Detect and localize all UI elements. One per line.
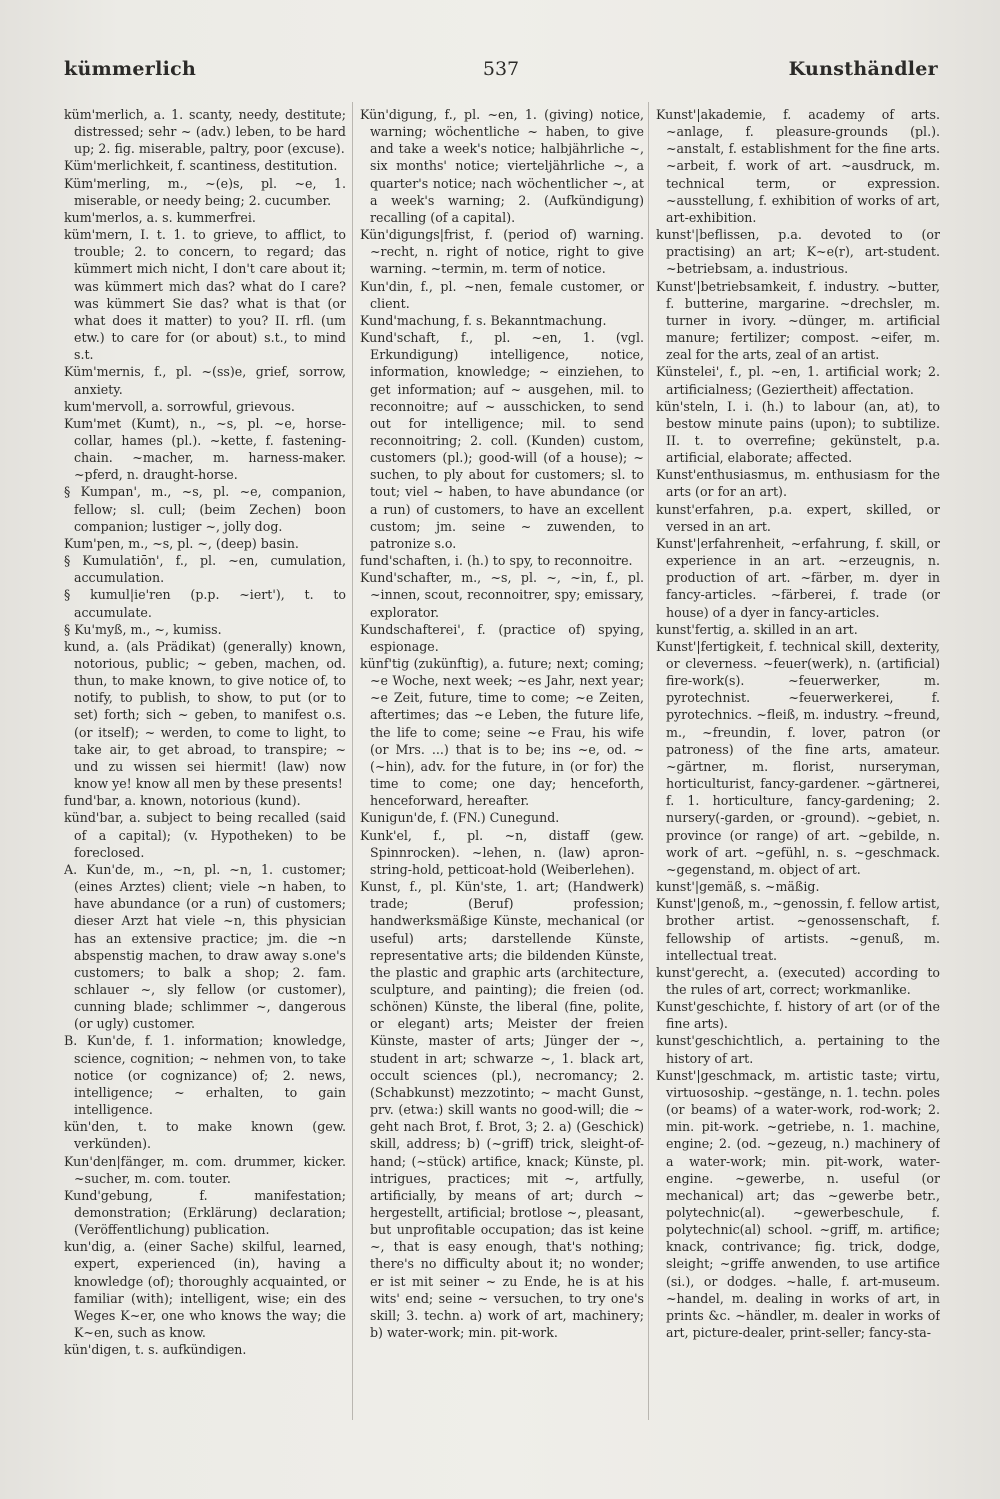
left-running-head: kümmerlich — [64, 58, 197, 80]
dictionary-entry: Künstelei', f., pl. ~en, 1. artificial work; 2. artificialness; (Geziertheit) affectation. — [656, 364, 940, 397]
dictionary-entry: kunst'|beflissen, p.a. devoted to (or practising) an art; K~e(r), art-student. ~betriebsam, a. industrious. — [656, 227, 940, 277]
dictionary-entry: Kum'met (Kumt), n., ~s, pl. ~e, horse-collar, hames (pl.). ~kette, f. fastening-chain. ~macher, m. harness-maker. ~pferd, n. draught-horse. — [64, 415, 346, 483]
dictionary-entry: Kunst'|fertigkeit, f. technical skill, dexterity, or cleverness. ~feuer(werk), n. (artificial) fire-work(s). ~feuerwerker, m. pyrotechnist. ~feuerwerkerei, f. pyrotechnics. ~fleiß, m. industry. ~freund, m., ~freundin, f. lover, patron (or patroness) of the fine arts, amateur. ~gärtner, m. florist, nurseryman, horticulturist, fancy-gardener. ~gärtnerei, f. 1. horticulture, fancy-gardening; 2. nursery(-garden, or -ground). ~gebiet, n. province (or range) of art. ~gebilde, n. work of art. ~gefühl, n. s. ~geschmack. ~gegenstand, m. object of art. — [656, 638, 940, 877]
dictionary-entry: kund, a. (als Prädikat) (generally) known, notorious, public; ~ geben, machen, od. thun, to make known, to give notice of, to notify, to publish, to show, to put (or to set) forth; sich ~ geben, to manifest o.s. (or itself); ~ werden, to come to light, to take air, to get abroad, to transpire; ~ und zu wissen sei hiermit! (law) now know ye! know all men by these presents! — [64, 638, 346, 792]
dictionary-entry: B. Kun'de, f. 1. information; knowledge, science, cognition; ~ nehmen von, to take notice (or cognizance) of; 2. news, intelligence; ~ erhalten, to gain intelligence. — [64, 1033, 346, 1118]
dictionary-entry: Kunst'|genoß, m., ~genossin, f. fellow artist, brother artist. ~genossenschaft, f. fellowship of artists. ~genuß, m. intellectual treat. — [656, 896, 940, 963]
dictionary-entry: Kund'gebung, f. manifestation; demonstration; (Erklärung) declaration; (Veröffentlichung) publication. — [64, 1187, 346, 1238]
column-divider — [648, 102, 649, 1420]
dictionary-entry: Kunigun'de, f. (FN.) Cunegund. — [360, 810, 560, 826]
dictionary-entry: Kun'din, f., pl. ~nen, female customer, or client. — [360, 278, 644, 311]
dictionary-entry: kunst'geschichtlich, a. pertaining to the history of art. — [656, 1033, 940, 1066]
dictionary-entry: Kund'machung, f. s. Bekanntmachung. — [360, 312, 607, 328]
dictionary-entry: Kunst'|akademie, f. academy of arts. ~anlage, f. pleasure-grounds (pl.). ~anstalt, f. establishment for the fine arts. ~arbeit, f. work of art. ~ausdruck, m. technical term, or expression. ~ausstellung, f. exhibition of works of art, art-exhibition. — [656, 107, 940, 225]
dictionary-entry: Kund'schaft, f., pl. ~en, 1. (vgl. Erkundigung) intelligence, notice, information, knowledge; ~ einziehen, to get information; auf ~ ausgehen, mil. to reconnoitre; auf ~ ausschicken, to send out for intelligence; mil. to send reconnoitring; 2. coll. (Kunden) custom, customers (pl.); good-will (of a house); ~ suchen, to ply about for customers; sl. to tout; viel ~ haben, to have abundance (or a run) of customers, to have an excellent custom; jm. seine ~ zuwenden, to patronize s.o. — [360, 330, 644, 551]
dictionary-entry: kün'digen, t. s. aufkündigen. — [64, 1342, 247, 1358]
dictionary-entry: Kunst'|betriebsamkeit, f. industry. ~butter, f. butterine, margarine. ~drechsler, m. turner in ivory. ~dünger, m. artificial manure; fertilizer; compost. ~eifer, m. zeal for the arts, zeal of an artist. — [656, 278, 940, 363]
dictionary-entry: kum'mervoll, a. sorrowful, grievous. — [64, 398, 295, 414]
dictionary-entry: Kunst'geschichte, f. history of art (or of the fine arts). — [656, 999, 940, 1032]
dictionary-entry: Kunst'enthusiasmus, m. enthusiasm for the arts (or for an art). — [656, 467, 940, 500]
dictionary-entry: Kün'digung, f., pl. ~en, 1. (giving) notice, warning; wöchentliche ~ haben, to give and take a week's notice; halbjährliche ~, six months' notice; vierteljährliche ~, a quarter's notice; nach wöchentlicher ~, at a week's warning; 2. (Aufkündigung) recalling (of a capital). — [360, 107, 644, 225]
dictionary-entry: § Kumpan', m., ~s, pl. ~e, companion, fellow; sl. cull; (beim Zechen) boon companion; lustiger ~, jolly dog. — [64, 484, 346, 534]
dictionary-entry: kunst'|gemäß, s. ~mäßig. — [656, 879, 820, 895]
dictionary-entry: kün'steln, I. i. (h.) to labour (an, at), to bestow minute pains (upon); to subtilize. II. t. to overrefine; gekünstelt, p.a. artificial, elaborate; affected. — [656, 398, 940, 466]
dictionary-entry: Kün'digungs|frist, f. (period of) warning. ~recht, n. right of notice, right to give warning. ~termin, m. term of notice. — [360, 227, 644, 277]
dictionary-entry: Kunst'|geschmack, m. artistic taste; virtu, virtuosoship. ~gestänge, n. 1. techn. poles (or beams) of a water-work, rod-work; 2. min. pit-work. ~getriebe, n. 1. machine, engine; 2. (od. ~gezeug, n.) machinery of a water-work; min. pit-work, water-engine. ~gewerbe, n. useful (or mechanical) art; das ~gewerbe betr., polytechnic(al). ~gewerbeschule, f. polytechnic(al) school. ~griff, m. artifice; knack, contrivance; fig. trick, dodge, sleight; ~griffe anwenden, to use artifice (si.), or dodges. ~halle, f. art-museum. ~handel, m. dealing in works of art, in prints &c. ~händler, m. dealer in works of art, picture-dealer, print-seller; fancy-sta- — [656, 1067, 940, 1341]
dictionary-entry: Kum'pen, m., ~s, pl. ~, (deep) basin. — [64, 535, 299, 551]
dictionary-entry: fund'schaften, i. (h.) to spy, to reconnoitre. — [360, 553, 633, 569]
dictionary-entry: künd'bar, a. subject to being recalled (said of a capital); (v. Hypotheken) to be foreclosed. — [64, 810, 346, 860]
dictionary-entry: Kunst'|erfahrenheit, ~erfahrung, f. skill, or experience in an art. ~erzeugnis, n. production of art. ~färber, m. dyer in fancy-articles. ~färberei, f. trade (or house) of a dyer in fancy-articles. — [656, 535, 940, 620]
dictionary-entry: Kunk'el, f., pl. ~n, distaff (gew. Spinnrocken). ~lehen, n. (law) apron-string-hold, petticoat-hold (Weiberlehen). — [360, 827, 644, 877]
dictionary-entry: § Ku'myß, m., ~, kumiss. — [64, 621, 222, 637]
dictionary-entry: § Kumulatiōn', f., pl. ~en, cumulation, accumulation. — [64, 553, 346, 586]
dictionary-entry: küm'merlich, a. 1. scanty, needy, destitute; distressed; sehr ~ (adv.) leben, to be hard up; 2. fig. miserable, paltry, poor (excuse). — [64, 107, 346, 157]
column-middle — [360, 106, 644, 1436]
dictionary-entry: Küm'mernis, f., pl. ~(ss)e, grief, sorrow, anxiety. — [64, 364, 346, 397]
dictionary-entry: fund'bar, a. known, notorious (kund). — [64, 793, 301, 809]
page-number: 537 — [482, 58, 520, 80]
dictionary-entry: küm'mern, I. t. 1. to grieve, to afflict, to trouble; 2. to concern, to regard; das kümmert mich nicht, I don't care about it; was kümmert mich das? what do I care? was kümmert Sie das? what is that (or what does it matter) to you? II. rfl. (um etw.) to care for (or about) s.t., to mind s.t. — [64, 227, 346, 363]
dictionary-entry: Kun'den|fänger, m. com. drummer, kicker. ~sucher, m. com. touter. — [64, 1153, 346, 1186]
dictionary-entry: künf'tig (zukünftig), a. future; next; coming; ~e Woche, next week; ~es Jahr, next year; ~e Zeit, future, time to come; ~e Zeiten, aftertimes; das ~e Leben, the future life, the life to come; seine ~e Frau, his wife (or Mrs. ...) that is to be; ins ~e, od. ~ (~hin), adv. for the future, in (or for) the time to come; one day; henceforth, henceforward, hereafter. — [360, 656, 644, 809]
dictionary-entry: A. Kun'de, m., ~n, pl. ~n, 1. customer; (eines Arztes) client; viele ~n haben, to have abundance (or a run) of customers; dieser Arzt hat viele ~n, this physician has an extensive practice; jm. die ~n abspenstig machen, to draw away s.one's customers; to balk a shop; 2. fam. schlauer ~, sly fellow (or customer), cunning blade; schlimmer ~, dangerous (or ugly) customer. — [64, 861, 346, 1032]
dictionary-entry: Kund'schafter, m., ~s, pl. ~, ~in, f., pl. ~innen, scout, reconnoitrer, spy; emissary, explorator. — [360, 570, 644, 620]
right-running-head: Kunsthändler — [788, 58, 938, 80]
page-header — [64, 58, 938, 88]
dictionary-entry: kunst'erfahren, p.a. expert, skilled, or versed in an art. — [656, 501, 940, 534]
dictionary-entry: kun'dig, a. (einer Sache) skilful, learned, expert, experienced (in), having a knowledge (of); thoroughly acquainted, or familiar (with); intelligent, wise; ein des Weges K~er, one who knows the way; die K~en, such as know. — [64, 1239, 346, 1341]
dictionary-entry: Küm'merlichkeit, f. scantiness, destitution. — [64, 158, 338, 174]
dictionary-entry: kün'den, t. to make known (gew. verkünden). — [64, 1119, 346, 1152]
column-left — [64, 106, 346, 1436]
dictionary-entry: Kunst, f., pl. Kün'ste, 1. art; (Handwerk) trade; (Beruf) profession; handwerksmäßige Künste, mechanical (or useful) arts; darstellende Künste, representative arts; die bildenden Künste, the plastic and graphic arts (architecture, sculpture, and painting); die freien (od. schönen) Künste, the liberal (fine, polite, or elegant) arts; Meister der freien Künste, master of arts; Jünger der ~, student in art; schwarze ~, 1. black art, occult sciences (pl.), necromancy; 2. (Schabkunst) mezzotinto; ~ macht Gunst, prv. (etwa:) skill wants no good-will; die ~ geht nach Brot, f. Brot, 3; 2. a) (Geschick) skill, address; b) (~griff) trick, sleight-of-hand; (~stück) artifice, knack; Künste, pl. intrigues, practices; mit ~, artfully, artificially, by means of art; durch ~ hergestellt, artificial; brotlose ~, pleasant, but unprofitable occupation; das ist keine ~, that is easy enough, that's nothing; there's no difficulty about it; no wonder; er ist mit seiner ~ zu Ende, he is at his wits' end; seine ~ versuchen, to try one's skill; 3. techn. a) work of art, machinery; b) water-work; min. pit-work. — [360, 879, 644, 1341]
column-divider — [352, 102, 353, 1420]
dictionary-entry: Küm'merling, m., ~(e)s, pl. ~e, 1. miserable, or needy being; 2. cucumber. — [64, 175, 346, 208]
dictionary-entry: § kumul|ie'ren (p.p. ~iert'), t. to accumulate. — [64, 587, 346, 620]
dictionary-entry: Kundschafterei', f. (practice of) spying, espionage. — [360, 621, 644, 654]
column-right — [656, 106, 940, 1436]
dictionary-entry: kunst'fertig, a. skilled in an art. — [656, 621, 858, 637]
dictionary-entry: kunst'gerecht, a. (executed) according to the rules of art, correct; workmanlike. — [656, 964, 940, 997]
dictionary-entry: kum'merlos, a. s. kummerfrei. — [64, 209, 256, 225]
